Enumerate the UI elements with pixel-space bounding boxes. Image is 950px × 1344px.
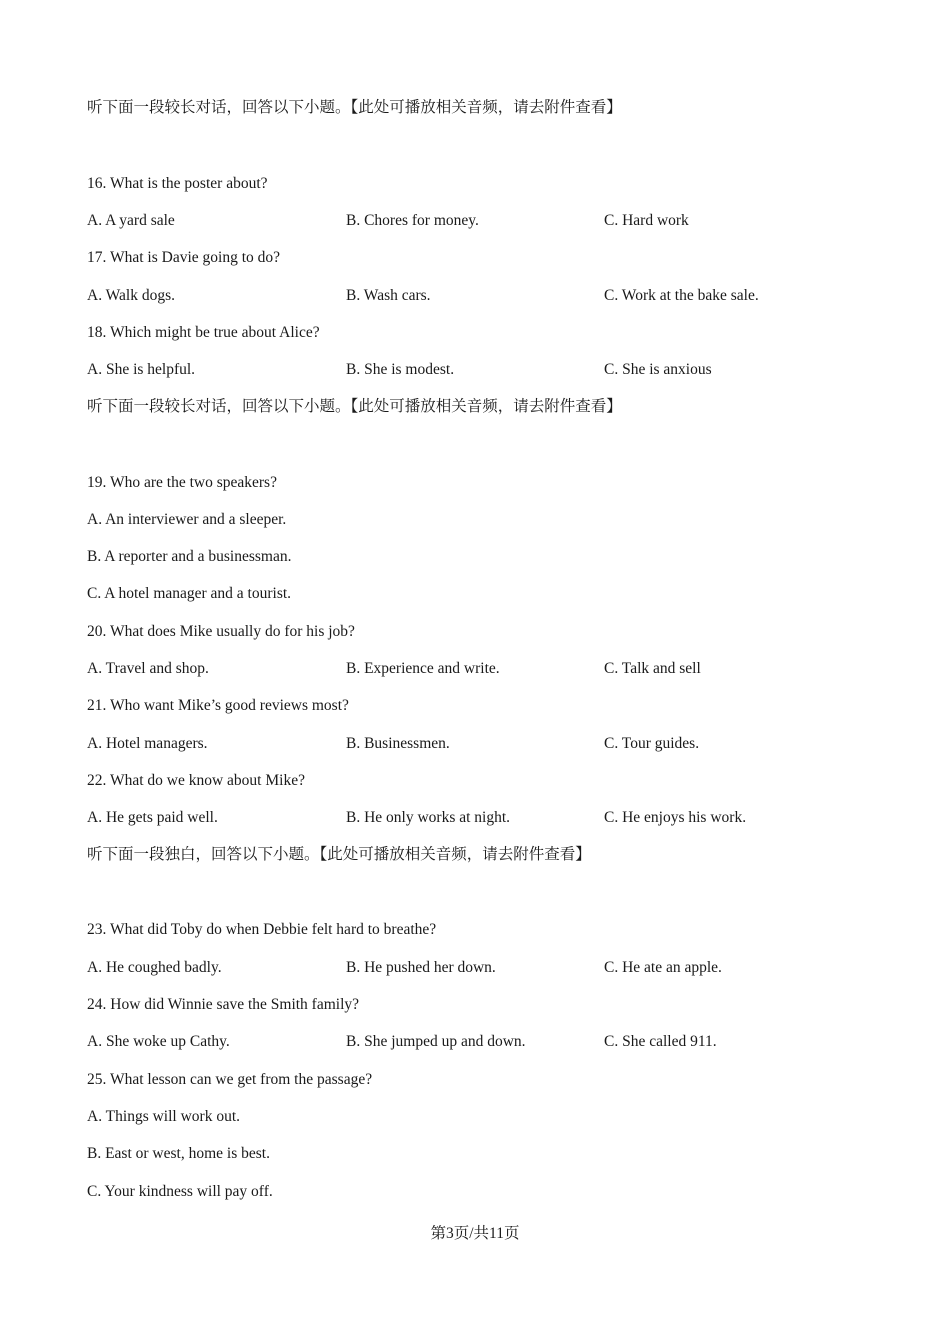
- option-a: A. She is helpful.: [87, 361, 196, 378]
- option-a: A. He coughed badly.: [87, 959, 222, 976]
- section-instruction: 听下面一段较长对话，回答以下小题。【此处可播放相关音频，请去附件查看】: [87, 99, 622, 116]
- option-c: C. She called 911.: [604, 1033, 717, 1050]
- option-a: A. An interviewer and a sleeper.: [87, 511, 287, 528]
- option-c: C. He enjoys his work.: [604, 809, 747, 826]
- option-a: A. A yard sale: [87, 212, 175, 229]
- option-a: A. Things will work out.: [87, 1108, 240, 1125]
- option-c: C. He ate an apple.: [604, 959, 722, 976]
- question-21: 21. Who want Mike’s good reviews most?: [87, 697, 349, 714]
- option-c: C. Your kindness will pay off.: [87, 1183, 273, 1200]
- option-b: B. She is modest.: [346, 361, 455, 378]
- question-20: 20. What does Mike usually do for his job?: [87, 623, 355, 640]
- option-c: C. Tour guides.: [604, 735, 700, 752]
- option-b: B. He only works at night.: [346, 809, 511, 826]
- option-a: A. She woke up Cathy.: [87, 1033, 230, 1050]
- option-b: B. East or west, home is best.: [87, 1145, 270, 1162]
- option-b: B. He pushed her down.: [346, 959, 496, 976]
- option-c: C. A hotel manager and a tourist.: [87, 585, 292, 602]
- page-number: 第3页/共11页: [430, 1225, 520, 1242]
- option-b: B. Chores for money.: [346, 212, 479, 229]
- option-a: A. Travel and shop.: [87, 660, 209, 677]
- option-b: B. Wash cars.: [346, 287, 431, 304]
- option-b: B. Experience and write.: [346, 660, 500, 677]
- option-c: C. Work at the bake sale.: [604, 287, 759, 304]
- option-b: B. She jumped up and down.: [346, 1033, 526, 1050]
- option-c: C. She is anxious: [604, 361, 712, 378]
- question-22: 22. What do we know about Mike?: [87, 772, 305, 789]
- option-a: A. Walk dogs.: [87, 287, 176, 304]
- question-18: 18. Which might be true about Alice?: [87, 324, 320, 341]
- option-c: C. Talk and sell: [604, 660, 701, 677]
- question-23: 23. What did Toby do when Debbie felt hard to breathe?: [87, 921, 437, 938]
- section-instruction: 听下面一段独白，回答以下小题。【此处可播放相关音频，请去附件查看】: [87, 846, 591, 863]
- question-19: 19. Who are the two speakers?: [87, 474, 277, 491]
- option-b: B. Businessmen.: [346, 735, 450, 752]
- option-b: B. A reporter and a businessman.: [87, 548, 292, 565]
- question-16: 16. What is the poster about?: [87, 175, 268, 192]
- question-25: 25. What lesson can we get from the passage?: [87, 1071, 373, 1088]
- question-24: 24. How did Winnie save the Smith family?: [87, 996, 360, 1013]
- section-instruction: 听下面一段较长对话，回答以下小题。【此处可播放相关音频，请去附件查看】: [87, 398, 622, 415]
- option-a: A. Hotel managers.: [87, 735, 208, 752]
- option-c: C. Hard work: [604, 212, 689, 229]
- option-a: A. He gets paid well.: [87, 809, 218, 826]
- question-17: 17. What is Davie going to do?: [87, 249, 281, 266]
